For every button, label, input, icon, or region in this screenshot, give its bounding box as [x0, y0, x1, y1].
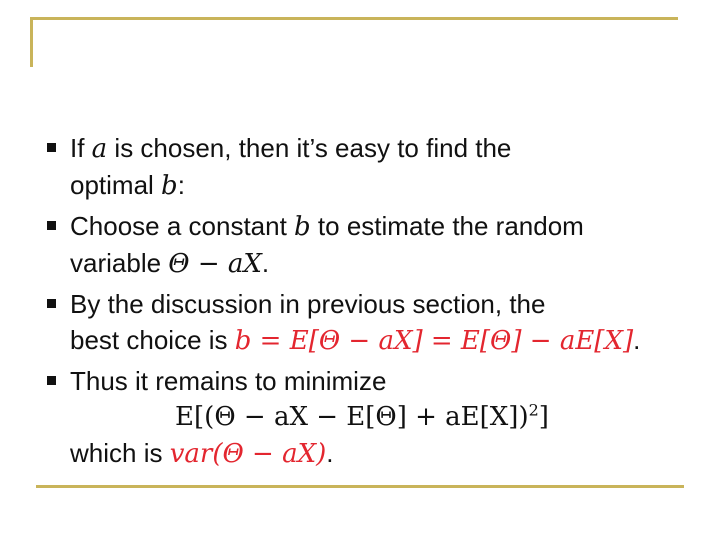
bottom-border-line: [36, 485, 684, 488]
bullet-item-4: [44, 363, 694, 472]
top-border-line: [30, 17, 678, 20]
best-choice-equation: b = E[Θ − aX] = E[Θ] − aE[X]: [234, 326, 634, 356]
bullet-4-line-1: Thus it remains to minimize: [70, 366, 387, 396]
bullet-2-line-2: variable Θ − aX.: [70, 248, 270, 279]
bullet-4-line-3: which is var(Θ − aX).: [70, 438, 334, 469]
bullet-3-line-1: By the discussion in previous section, the: [70, 289, 546, 319]
variable-b: b: [294, 212, 311, 242]
bullet-square-icon: [47, 143, 56, 152]
bullet-3-line-2: best choice is b = E[Θ − aX] = E[Θ] − aE[X].: [70, 325, 641, 356]
variable-b: b: [161, 171, 178, 201]
bullet-2-line-1: Choose a constant b to estimate the random: [70, 211, 584, 242]
bullet-1-line-1: If a is chosen, then it’s easy to find the: [70, 133, 512, 164]
bullet-item-1: [44, 130, 694, 204]
random-variable-expression: Θ − aX: [168, 249, 262, 279]
slide-content: [44, 130, 694, 476]
bullet-square-icon: [47, 299, 56, 308]
bullet-item-2: [44, 208, 694, 282]
bullet-item-3: [44, 286, 694, 359]
bullet-1-line-2: optimal b:: [70, 170, 185, 201]
bullet-square-icon: [47, 376, 56, 385]
variable-a: a: [91, 134, 108, 164]
minimize-expression: E[(Θ − aX − E[Θ] + aE[X])$^2$]: [175, 400, 549, 432]
left-border-line: [30, 17, 33, 67]
variance-expression: var(Θ − aX): [169, 439, 327, 469]
bullet-square-icon: [47, 221, 56, 230]
